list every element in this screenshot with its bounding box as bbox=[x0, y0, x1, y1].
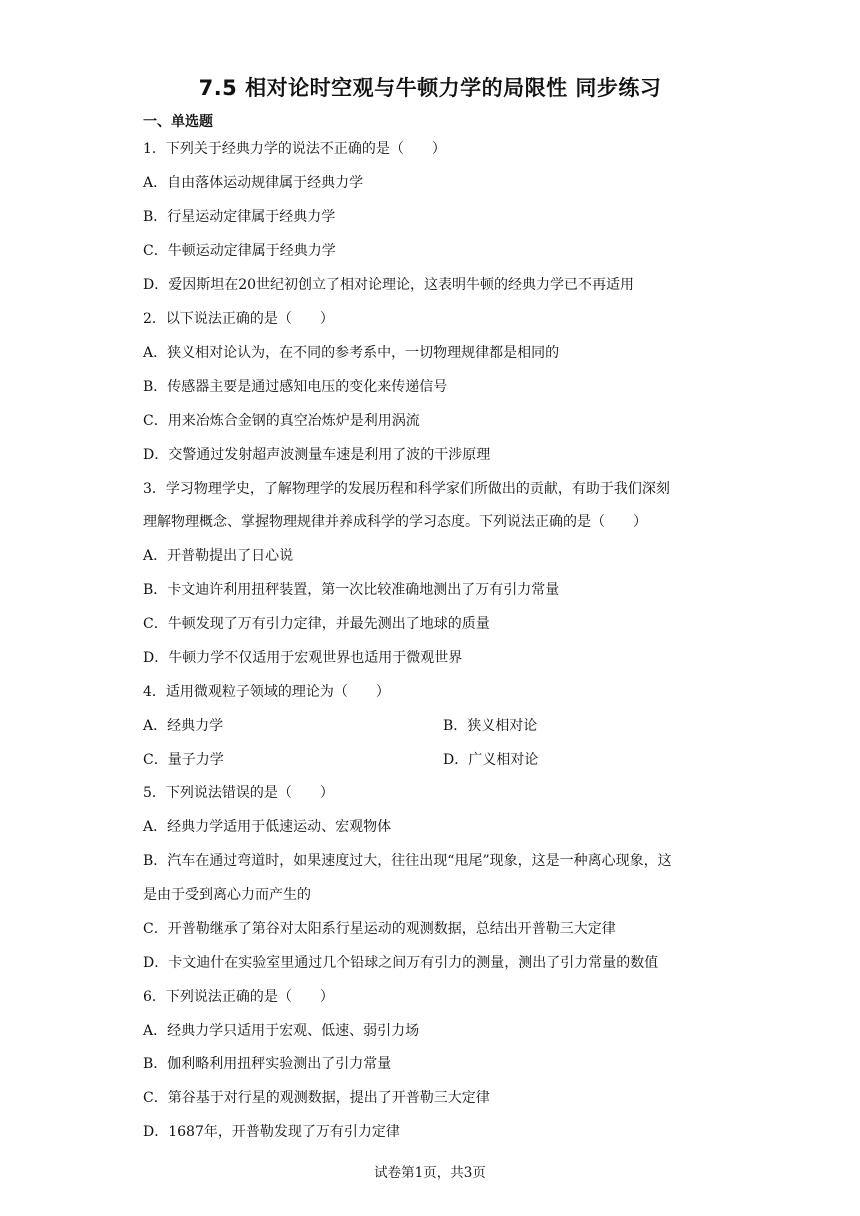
question-6-option-d: D．1687年，开普勒发现了万有引力定律 bbox=[143, 1124, 400, 1140]
section-heading: 一、单选题 bbox=[143, 114, 213, 130]
question-4-option-b: B．狭义相对论 bbox=[443, 718, 538, 734]
question-3-option-d: D．牛顿力学不仅适用于宏观世界也适用于微观世界 bbox=[143, 650, 463, 666]
question-5-option-d: D．卡文迪什在实验室里通过几个铅球之间万有引力的测量，测出了引力常量的数值 bbox=[143, 955, 659, 971]
question-4-option-d: D．广义相对论 bbox=[443, 752, 539, 768]
question-5-option-b: B．汽车在通过弯道时，如果速度过大，往往出现“甩尾”现象，这是一种离心现象，这 bbox=[143, 853, 672, 869]
question-2-stem: 2．以下说法正确的是（ ） bbox=[143, 311, 334, 327]
question-3-stem-line-2: 理解物理概念、掌握物理规律并养成科学的学习态度。下列说法正确的是（ ） bbox=[143, 514, 647, 530]
page-title: 7.5 相对论时空观与牛顿力学的局限性 同步练习 bbox=[198, 76, 662, 100]
page-footer: 试卷第1页，共3页 bbox=[374, 1165, 486, 1181]
question-1-option-b: B．行星运动定律属于经典力学 bbox=[143, 209, 336, 225]
question-1-option-c: C．牛顿运动定律属于经典力学 bbox=[143, 243, 336, 259]
question-2-option-a: A．狭义相对论认为，在不同的参考系中，一切物理规律都是相同的 bbox=[143, 345, 560, 361]
question-6-stem: 6．下列说法正确的是（ ） bbox=[143, 989, 334, 1005]
question-5-option-b-continued: 是由于受到离心力而产生的 bbox=[143, 887, 311, 903]
question-3-option-c: C．牛顿发现了万有引力定律，并最先测出了地球的质量 bbox=[143, 616, 490, 632]
question-3-option-a: A．开普勒提出了日心说 bbox=[143, 548, 294, 564]
question-4-option-a: A．经典力学 bbox=[143, 718, 224, 734]
question-6-option-c: C．第谷基于对行星的观测数据，提出了开普勒三大定律 bbox=[143, 1090, 490, 1106]
question-1-option-a: A．自由落体运动规律属于经典力学 bbox=[143, 175, 364, 191]
question-3-stem-line-1: 3．学习物理学史，了解物理学的发展历程和科学家们所做出的贡献，有助于我们深刻 bbox=[143, 481, 670, 497]
question-3-option-b: B．卡文迪许利用扭秤装置，第一次比较准确地测出了万有引力常量 bbox=[143, 582, 560, 598]
question-5-option-c: C．开普勒继承了第谷对太阳系行星运动的观测数据，总结出开普勒三大定律 bbox=[143, 921, 616, 937]
question-1-stem: 1．下列关于经典力学的说法不正确的是（ ） bbox=[143, 141, 446, 157]
question-6-option-a: A．经典力学只适用于宏观、低速、弱引力场 bbox=[143, 1023, 420, 1039]
question-5-option-a: A．经典力学适用于低速运动、宏观物体 bbox=[143, 819, 392, 835]
question-2-option-c: C．用来冶炼合金钢的真空冶炼炉是利用涡流 bbox=[143, 413, 420, 429]
question-5-stem: 5．下列说法错误的是（ ） bbox=[143, 785, 334, 801]
question-4-stem: 4．适用微观粒子领域的理论为（ ） bbox=[143, 684, 390, 700]
question-2-option-b: B．传感器主要是通过感知电压的变化来传递信号 bbox=[143, 379, 448, 395]
question-4-option-c: C．量子力学 bbox=[143, 752, 224, 768]
question-1-option-d: D．爱因斯坦在20世纪初创立了相对论理论，这表明牛顿的经典力学已不再适用 bbox=[143, 277, 635, 293]
question-2-option-d: D．交警通过发射超声波测量车速是利用了波的干涉原理 bbox=[143, 447, 491, 463]
question-6-option-b: B．伽利略利用扭秤实验测出了引力常量 bbox=[143, 1056, 392, 1072]
